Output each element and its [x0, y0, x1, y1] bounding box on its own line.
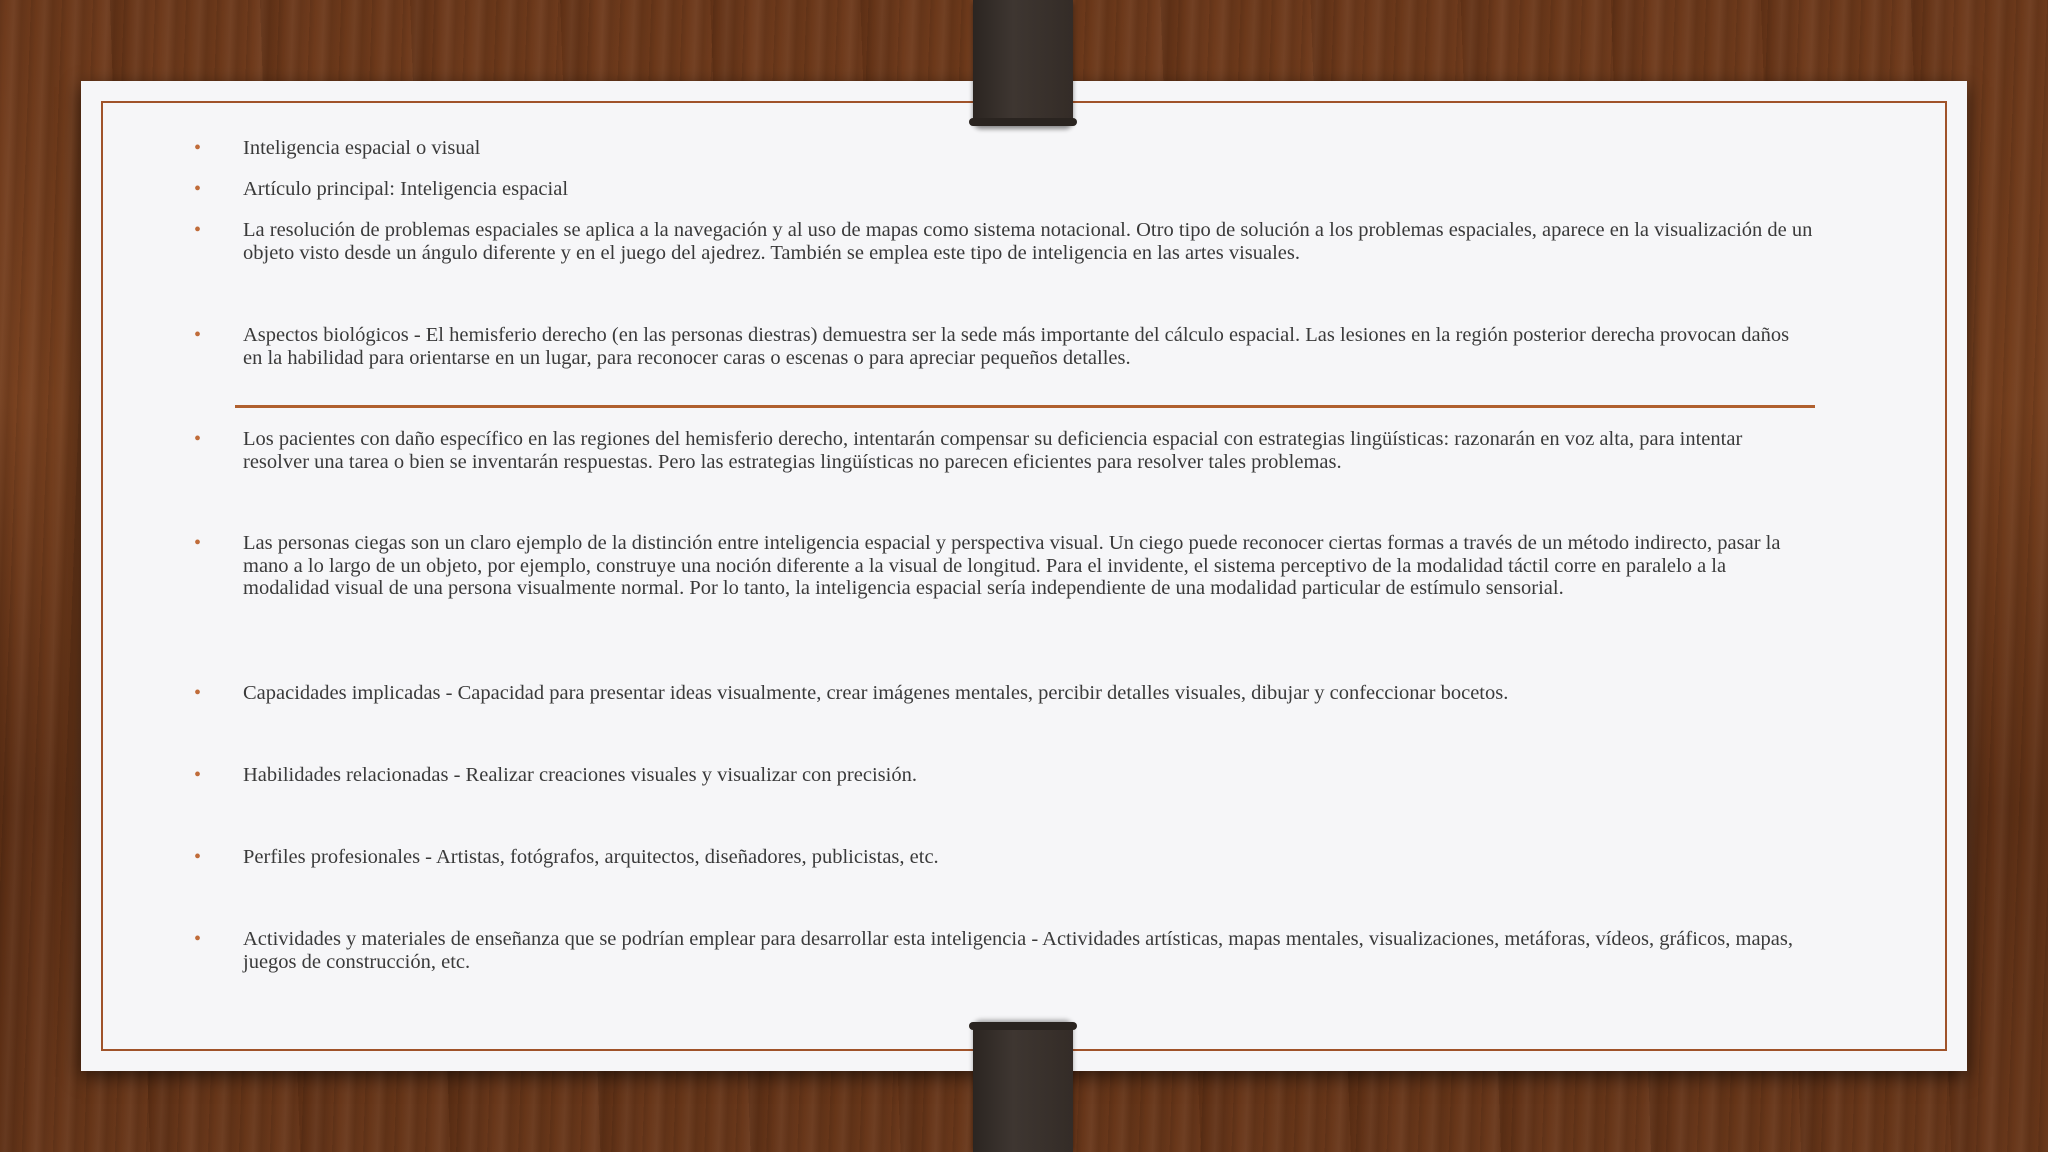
list-item: Las personas ciegas son un claro ejemplo de la distinción entre inteligencia espacial y perspectiva visual. Un ciego puede reconocer ciertas formas a través de un método indirecto, pasar la mano a lo largo de un objeto, por ejemplo, construye una noción diferente a la visual de longitud. Para el invidente, el sistema perceptivo de la modalidad táctil corre en paralelo a la modalidad visual de una persona visualmente normal. Por lo tanto, la inteligencia espacial sería independiente de una modalidad particular de estímulo sensorial.: [243, 532, 1781, 600]
binder-clip-bottom: [973, 1022, 1073, 1152]
bullet-marker: •: [194, 846, 202, 868]
bullet-marker: •: [194, 219, 202, 241]
bullet-marker: •: [194, 682, 202, 704]
list-item: Aspectos biológicos - El hemisferio derecho (en las personas diestras) demuestra ser la sede más importante del cálculo espacial. Las lesiones en la región posterior derecha provocan daños en la habilidad para orientarse en un lugar, para reconocer caras o escenas o para apreciar pequeños detalles.: [243, 324, 1790, 369]
list-item: Los pacientes con daño específico en las regiones del hemisferio derecho, intentarán compensar su deficiencia espacial con estrategias lingüísticas: razonarán en voz alta, para intentar resolver una tarea o bien se inventarán respuestas. Pero las estrategias lingüísticas no parecen eficientes para resolver tales problemas.: [243, 428, 1743, 473]
list-item: La resolución de problemas espaciales se aplica a la navegación y al uso de mapas como sistema notacional. Otro tipo de solución a los problemas espaciales, aparece en la visualización de un objeto visto desde un ángulo diferente y en el juego del ajedrez. También se emplea este tipo de inteligencia en las artes visuales.: [243, 219, 1813, 264]
bullet-marker: •: [194, 928, 202, 950]
bullet-marker: •: [194, 428, 202, 450]
list-item: Artículo principal: Inteligencia espacial: [243, 178, 569, 200]
bullet-marker: •: [194, 532, 202, 554]
list-item: Capacidades implicadas - Capacidad para presentar ideas visualmente, crear imágenes mentales, percibir detalles visuales, dibujar y confeccionar bocetos.: [243, 682, 1509, 704]
horizontal-divider: [235, 405, 1815, 408]
list-item: Inteligencia espacial o visual: [243, 137, 481, 159]
binder-clip-top: [973, 0, 1073, 126]
bullet-marker: •: [194, 324, 202, 346]
bullet-marker: •: [194, 137, 202, 159]
bullet-marker: •: [194, 178, 202, 200]
list-item: Habilidades relacionadas - Realizar creaciones visuales y visualizar con precisión.: [243, 764, 917, 786]
list-item: Perfiles profesionales - Artistas, fotógrafos, arquitectos, diseñadores, publicistas, etc.: [243, 846, 939, 868]
bullet-marker: •: [194, 764, 202, 786]
list-item: Actividades y materiales de enseñanza que se podrían emplear para desarrollar esta inteligencia - Actividades artísticas, mapas mentales, visualizaciones, metáforas, vídeos, gráficos, mapas, juegos de construcción, etc.: [243, 928, 1793, 973]
